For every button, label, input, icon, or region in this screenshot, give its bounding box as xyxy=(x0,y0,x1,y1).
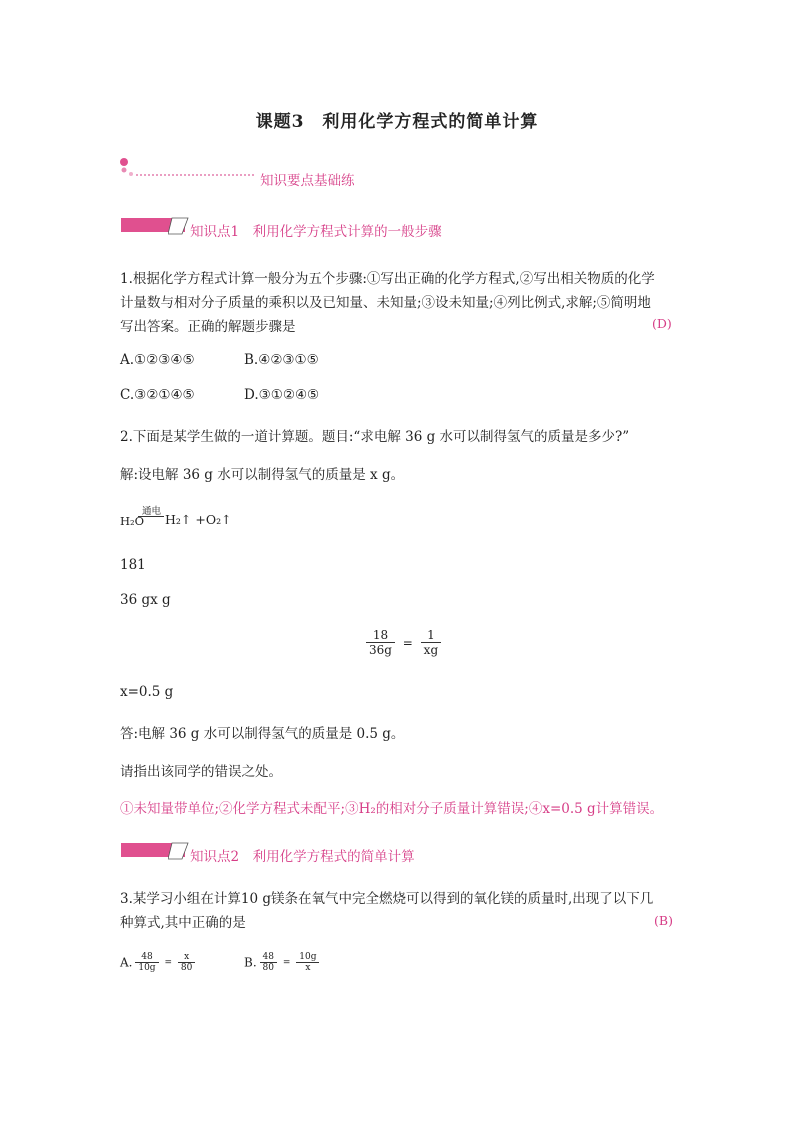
q3-answer: (B) xyxy=(654,913,673,928)
equation-left: H₂O xyxy=(120,514,145,528)
kp2-title: 知识点2 利用化学方程式的简单计算 xyxy=(190,849,415,865)
q2-line1: 2.下面是某学生做的一道计算题。题目:“求电解 36 g 水可以制得氢气的质量是多少?” xyxy=(120,429,630,445)
q1-line2: 计量数与相对分子质量的乘积以及已知量、未知量;③设未知量;④列比例式,求解;⑤简明地 xyxy=(120,295,651,311)
q2-solution-intro: 解:设电解 36 g 水可以制得氢气的质量是 x g。 xyxy=(120,467,405,483)
fraction-1: $\frac{18}{36g}$ xyxy=(366,628,395,657)
result-line: x=0.5 g xyxy=(120,684,174,700)
q1-option-a: A.①②③④⑤ xyxy=(120,352,195,368)
q3-line1: 3.某学习小组在计算10 g镁条在氧气中完全燃烧可以得到的氧化镁的质量时,出现了以下几 xyxy=(120,891,654,907)
q3-option-a: A. $\frac{48}{10g}$ = $\frac{x}{80}$ xyxy=(120,952,195,973)
q1-answer: (D) xyxy=(652,316,672,331)
q3-line2: 种算式,其中正确的是 xyxy=(120,915,246,931)
flower-icon xyxy=(118,156,258,180)
mass-line: 36 gx g xyxy=(120,592,171,608)
prompt-line: 请指出该同学的错误之处。 xyxy=(120,764,282,780)
equation-condition: 通电 xyxy=(142,506,162,517)
q1-line3: 写出答案。正确的解题步骤是 xyxy=(120,319,296,335)
ratio-line: 181 xyxy=(120,557,146,573)
section-header: 知识要点基础练 xyxy=(260,173,355,189)
q1-option-b: B.④②③①⑤ xyxy=(244,352,319,368)
section-decoration xyxy=(118,156,258,180)
q1-line1: 1.根据化学方程式计算一般分为五个步骤:①写出正确的化学方程式,②写出相关物质的化学 xyxy=(120,271,655,287)
kp1-flag-tail xyxy=(168,216,190,236)
fraction-2: $\frac{1}{xg}$ xyxy=(421,628,441,657)
answer-line: 答:电解 36 g 水可以制得氢气的质量是 0.5 g。 xyxy=(120,726,405,742)
page-title: 课题3 利用化学方程式的简单计算 xyxy=(255,112,539,132)
proportion-equation xyxy=(366,628,441,657)
kp2-flag-tail xyxy=(168,841,190,861)
q1-option-d: D.③①②④⑤ xyxy=(244,387,320,403)
equals-sign: = xyxy=(402,635,413,650)
q2-answer-key: ①未知量带单位;②化学方程式未配平;③H₂的相对分子质量计算错误;④x=0.5 g计算错误。 xyxy=(120,801,664,817)
q1-option-c: C.③②①④⑤ xyxy=(120,387,195,403)
q3-option-b: B. $\frac{48}{80}$ = $\frac{10g}{x}$ xyxy=(244,952,319,973)
equation-right: H₂↑ +O₂↑ xyxy=(165,512,232,527)
kp1-title: 知识点1 利用化学方程式计算的一般步骤 xyxy=(190,224,442,240)
